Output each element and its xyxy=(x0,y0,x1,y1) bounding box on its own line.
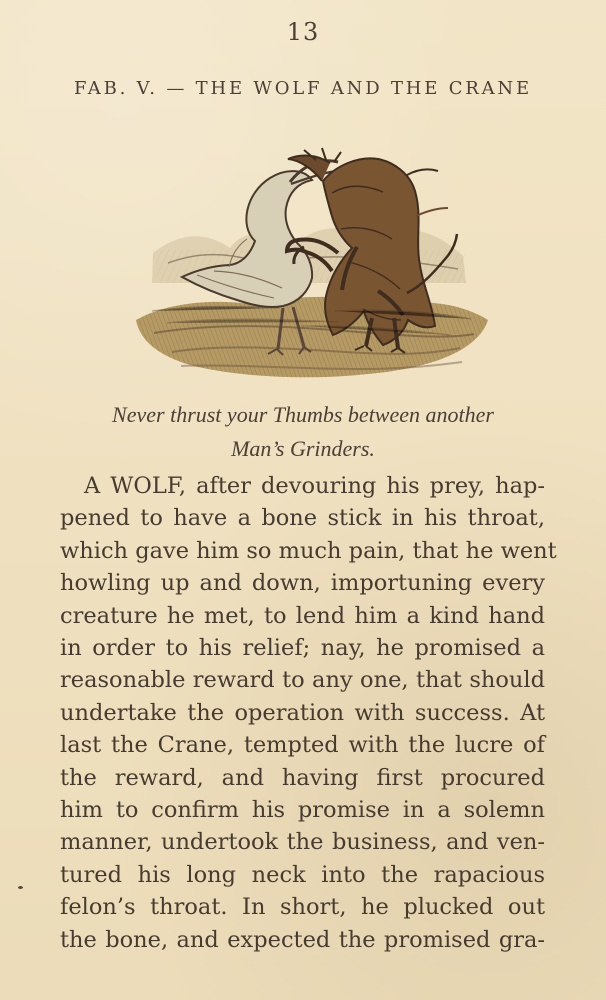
wolf-crane-illustration xyxy=(128,138,498,383)
body-line-6: in order to his relief; nay, he promised a xyxy=(60,635,545,662)
body-line-2: pened to have a bone stick in his throat, xyxy=(60,505,545,532)
body-line-13: tured his long neck into the rapacious xyxy=(60,861,545,888)
page-title: FAB. V. — THE WOLF AND THE CRANE xyxy=(74,78,532,99)
body-line-14: felon’s throat. In short, he plucked out xyxy=(60,894,545,921)
caption-line-1: Never thrust your Thumbs between another xyxy=(112,402,494,427)
body-line-11: him to confirm his promise in a solemn xyxy=(60,797,545,824)
body-line-15: the bone, and expected the promised gra- xyxy=(60,926,545,953)
body-line-8: undertake the operation with success. At xyxy=(60,699,545,726)
body-line-3: which gave him so much pain, that he went xyxy=(60,537,557,564)
moral-caption xyxy=(60,398,546,466)
body-line-1: A WOLF, after devouring his prey, hap- xyxy=(84,473,545,499)
body-line-10: the reward, and having first procured xyxy=(60,764,545,791)
fable-text xyxy=(60,470,557,956)
margin-mark xyxy=(18,886,23,889)
body-line-4: howling up and down, importuning every xyxy=(60,570,545,597)
caption-line-2: Man’s Grinders. xyxy=(231,436,375,461)
body-line-12: manner, undertook the business, and ven- xyxy=(60,829,545,856)
body-line-9: last the Crane, tempted with the lucre of xyxy=(60,732,545,759)
page-number: 13 xyxy=(286,18,320,46)
body-line-5: creature he met, to lend him a kind hand xyxy=(60,602,545,629)
body-line-7: reasonable reward to any one, that should xyxy=(60,667,545,694)
